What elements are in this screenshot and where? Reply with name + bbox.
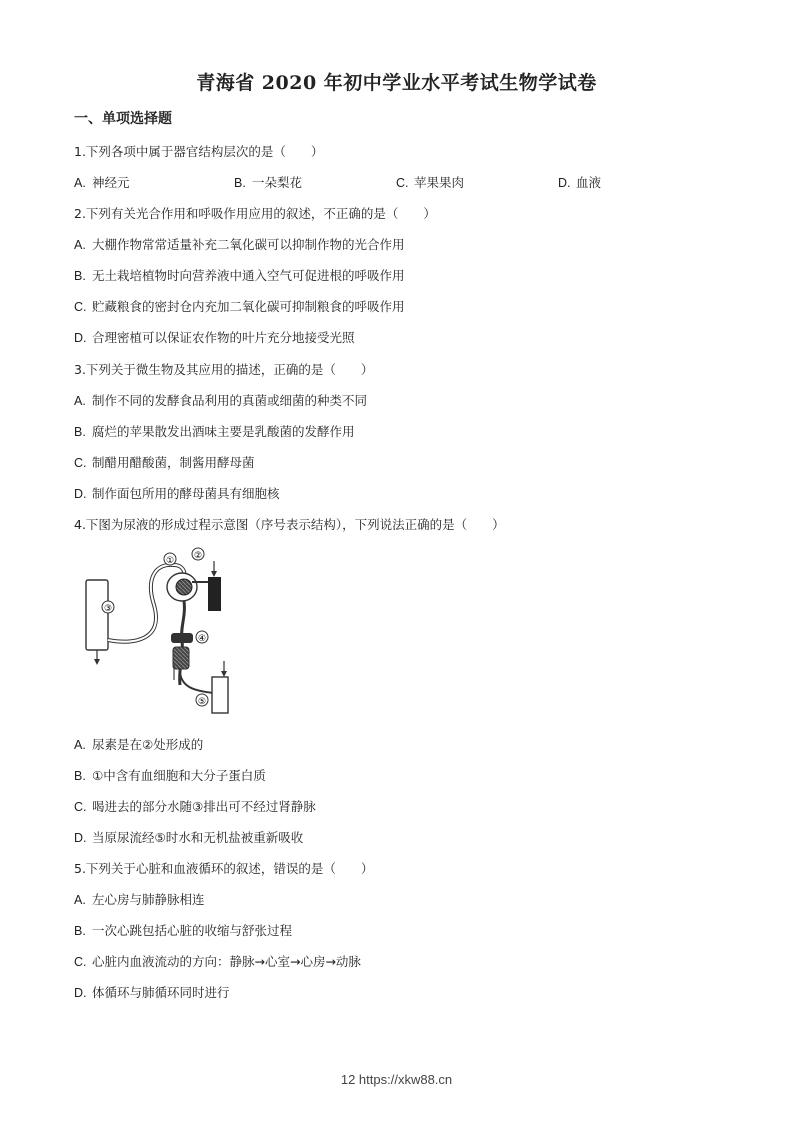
option-label: A. bbox=[74, 394, 86, 408]
option-label: D. bbox=[74, 831, 87, 845]
option-text: 心脏内血液流动的方向：静脉→心室→心房→动脉 bbox=[92, 954, 361, 969]
q1-option-d bbox=[558, 173, 601, 191]
option-text: 制作不同的发酵食品利用的真菌或细菌的种类不同 bbox=[92, 393, 368, 408]
question-5-stem: 5.下列关于心脏和血液循环的叙述，错误的是（ ） bbox=[74, 861, 374, 876]
label-2: ② bbox=[193, 551, 203, 561]
option-text: 体循环与肺循环同时进行 bbox=[92, 985, 230, 1000]
option-text: 腐烂的苹果散发出酒味主要是乳酸菌的发酵作用 bbox=[92, 424, 355, 439]
option-text: 血液 bbox=[576, 175, 602, 190]
q2-option-d bbox=[74, 328, 355, 346]
page-footer: 12 https://xkw88.cn bbox=[340, 1072, 453, 1087]
label-3: ③ bbox=[103, 604, 113, 614]
option-label: C. bbox=[74, 456, 87, 470]
q4-option-b bbox=[74, 766, 266, 784]
option-label: A. bbox=[74, 738, 86, 752]
option-label: B. bbox=[234, 176, 246, 190]
option-label: B. bbox=[74, 425, 86, 439]
option-label: C. bbox=[396, 176, 409, 190]
q4-option-c bbox=[74, 797, 316, 815]
option-label: A. bbox=[74, 893, 86, 907]
q1-option-b bbox=[234, 173, 302, 191]
label-4: ④ bbox=[197, 634, 207, 644]
q3-option-d bbox=[74, 484, 280, 502]
q1-option-a bbox=[74, 173, 130, 191]
option-label: D. bbox=[74, 331, 87, 345]
option-text: 大棚作物常常适量补充二氧化碳可以抑制作物的光合作用 bbox=[92, 237, 405, 252]
down-arrow-icon bbox=[94, 659, 100, 665]
down-arrow-icon bbox=[221, 671, 227, 677]
option-label: C. bbox=[74, 800, 87, 814]
option-label: A. bbox=[74, 238, 86, 252]
capillary-network bbox=[171, 633, 193, 643]
option-text: 尿素是在②处形成的 bbox=[92, 737, 204, 752]
q5-option-b bbox=[74, 921, 292, 939]
option-label: A. bbox=[74, 176, 86, 190]
blood-vessel-block bbox=[208, 577, 221, 611]
q3-option-c bbox=[74, 453, 255, 471]
option-label: D. bbox=[558, 176, 571, 190]
q3-option-a bbox=[74, 391, 367, 409]
option-label: B. bbox=[74, 769, 86, 783]
label-1: ① bbox=[165, 556, 175, 566]
option-text: 苹果果肉 bbox=[414, 175, 465, 190]
nephron-diagram bbox=[74, 545, 244, 720]
option-label: C. bbox=[74, 955, 87, 969]
q2-option-b bbox=[74, 266, 405, 284]
question-1-stem: 1.下列各项中属于器官结构层次的是（ ） bbox=[74, 144, 324, 159]
option-text: 当原尿流经⑤时水和无机盐被重新吸收 bbox=[92, 830, 304, 845]
option-text: 神经元 bbox=[92, 175, 130, 190]
option-label: C. bbox=[74, 300, 87, 314]
option-text: 无土栽培植物时向营养液中通入空气可促进根的呼吸作用 bbox=[92, 268, 405, 283]
question-3-stem: 3.下列关于微生物及其应用的描述，正确的是（ ） bbox=[74, 362, 374, 377]
option-text: ①中含有血细胞和大分子蛋白质 bbox=[92, 768, 266, 783]
option-text: 制作面包所用的酵母菌具有细胞核 bbox=[92, 486, 280, 501]
down-arrow-icon bbox=[211, 571, 217, 577]
q2-option-a bbox=[74, 235, 405, 253]
option-text: 喝进去的部分水随③排出可不经过肾静脉 bbox=[92, 799, 316, 814]
q5-option-a bbox=[74, 890, 205, 908]
option-label: D. bbox=[74, 487, 87, 501]
option-text: 一朵梨花 bbox=[252, 175, 303, 190]
q4-option-a bbox=[74, 735, 203, 753]
option-text: 一次心跳包括心脏的收缩与舒张过程 bbox=[92, 923, 293, 938]
label-5: ⑤ bbox=[197, 697, 207, 707]
vein-tube bbox=[212, 677, 228, 713]
option-text: 制醋用醋酸菌，制酱用酵母菌 bbox=[92, 455, 255, 470]
q4-option-d bbox=[74, 828, 303, 846]
collecting-tube bbox=[86, 580, 108, 650]
page-title: 青海省 2020 年初中学业水平考试生物学试卷 bbox=[196, 72, 597, 94]
q2-option-c bbox=[74, 297, 405, 315]
capillary-network-lower bbox=[173, 647, 189, 669]
glomerulus bbox=[176, 579, 192, 595]
option-label: D. bbox=[74, 986, 87, 1000]
option-label: B. bbox=[74, 924, 86, 938]
option-text: 左心房与肺静脉相连 bbox=[92, 892, 205, 907]
question-4-stem: 4.下图为尿液的形成过程示意图（序号表示结构），下列说法正确的是（ ） bbox=[74, 517, 505, 532]
q3-option-b bbox=[74, 422, 355, 440]
option-text: 贮藏粮食的密封仓内充加二氧化碳可抑制粮食的呼吸作用 bbox=[92, 299, 405, 314]
outflow-tube bbox=[180, 673, 214, 693]
option-text: 合理密植可以保证农作物的叶片充分地接受光照 bbox=[92, 330, 355, 345]
q1-option-c bbox=[396, 173, 464, 191]
q5-option-d bbox=[74, 983, 230, 1001]
q5-option-c bbox=[74, 952, 361, 970]
section-heading: 一、单项选择题 bbox=[74, 111, 172, 127]
question-2-stem: 2.下列有关光合作用和呼吸作用应用的叙述，不正确的是（ ） bbox=[74, 206, 436, 221]
option-label: B. bbox=[74, 269, 86, 283]
